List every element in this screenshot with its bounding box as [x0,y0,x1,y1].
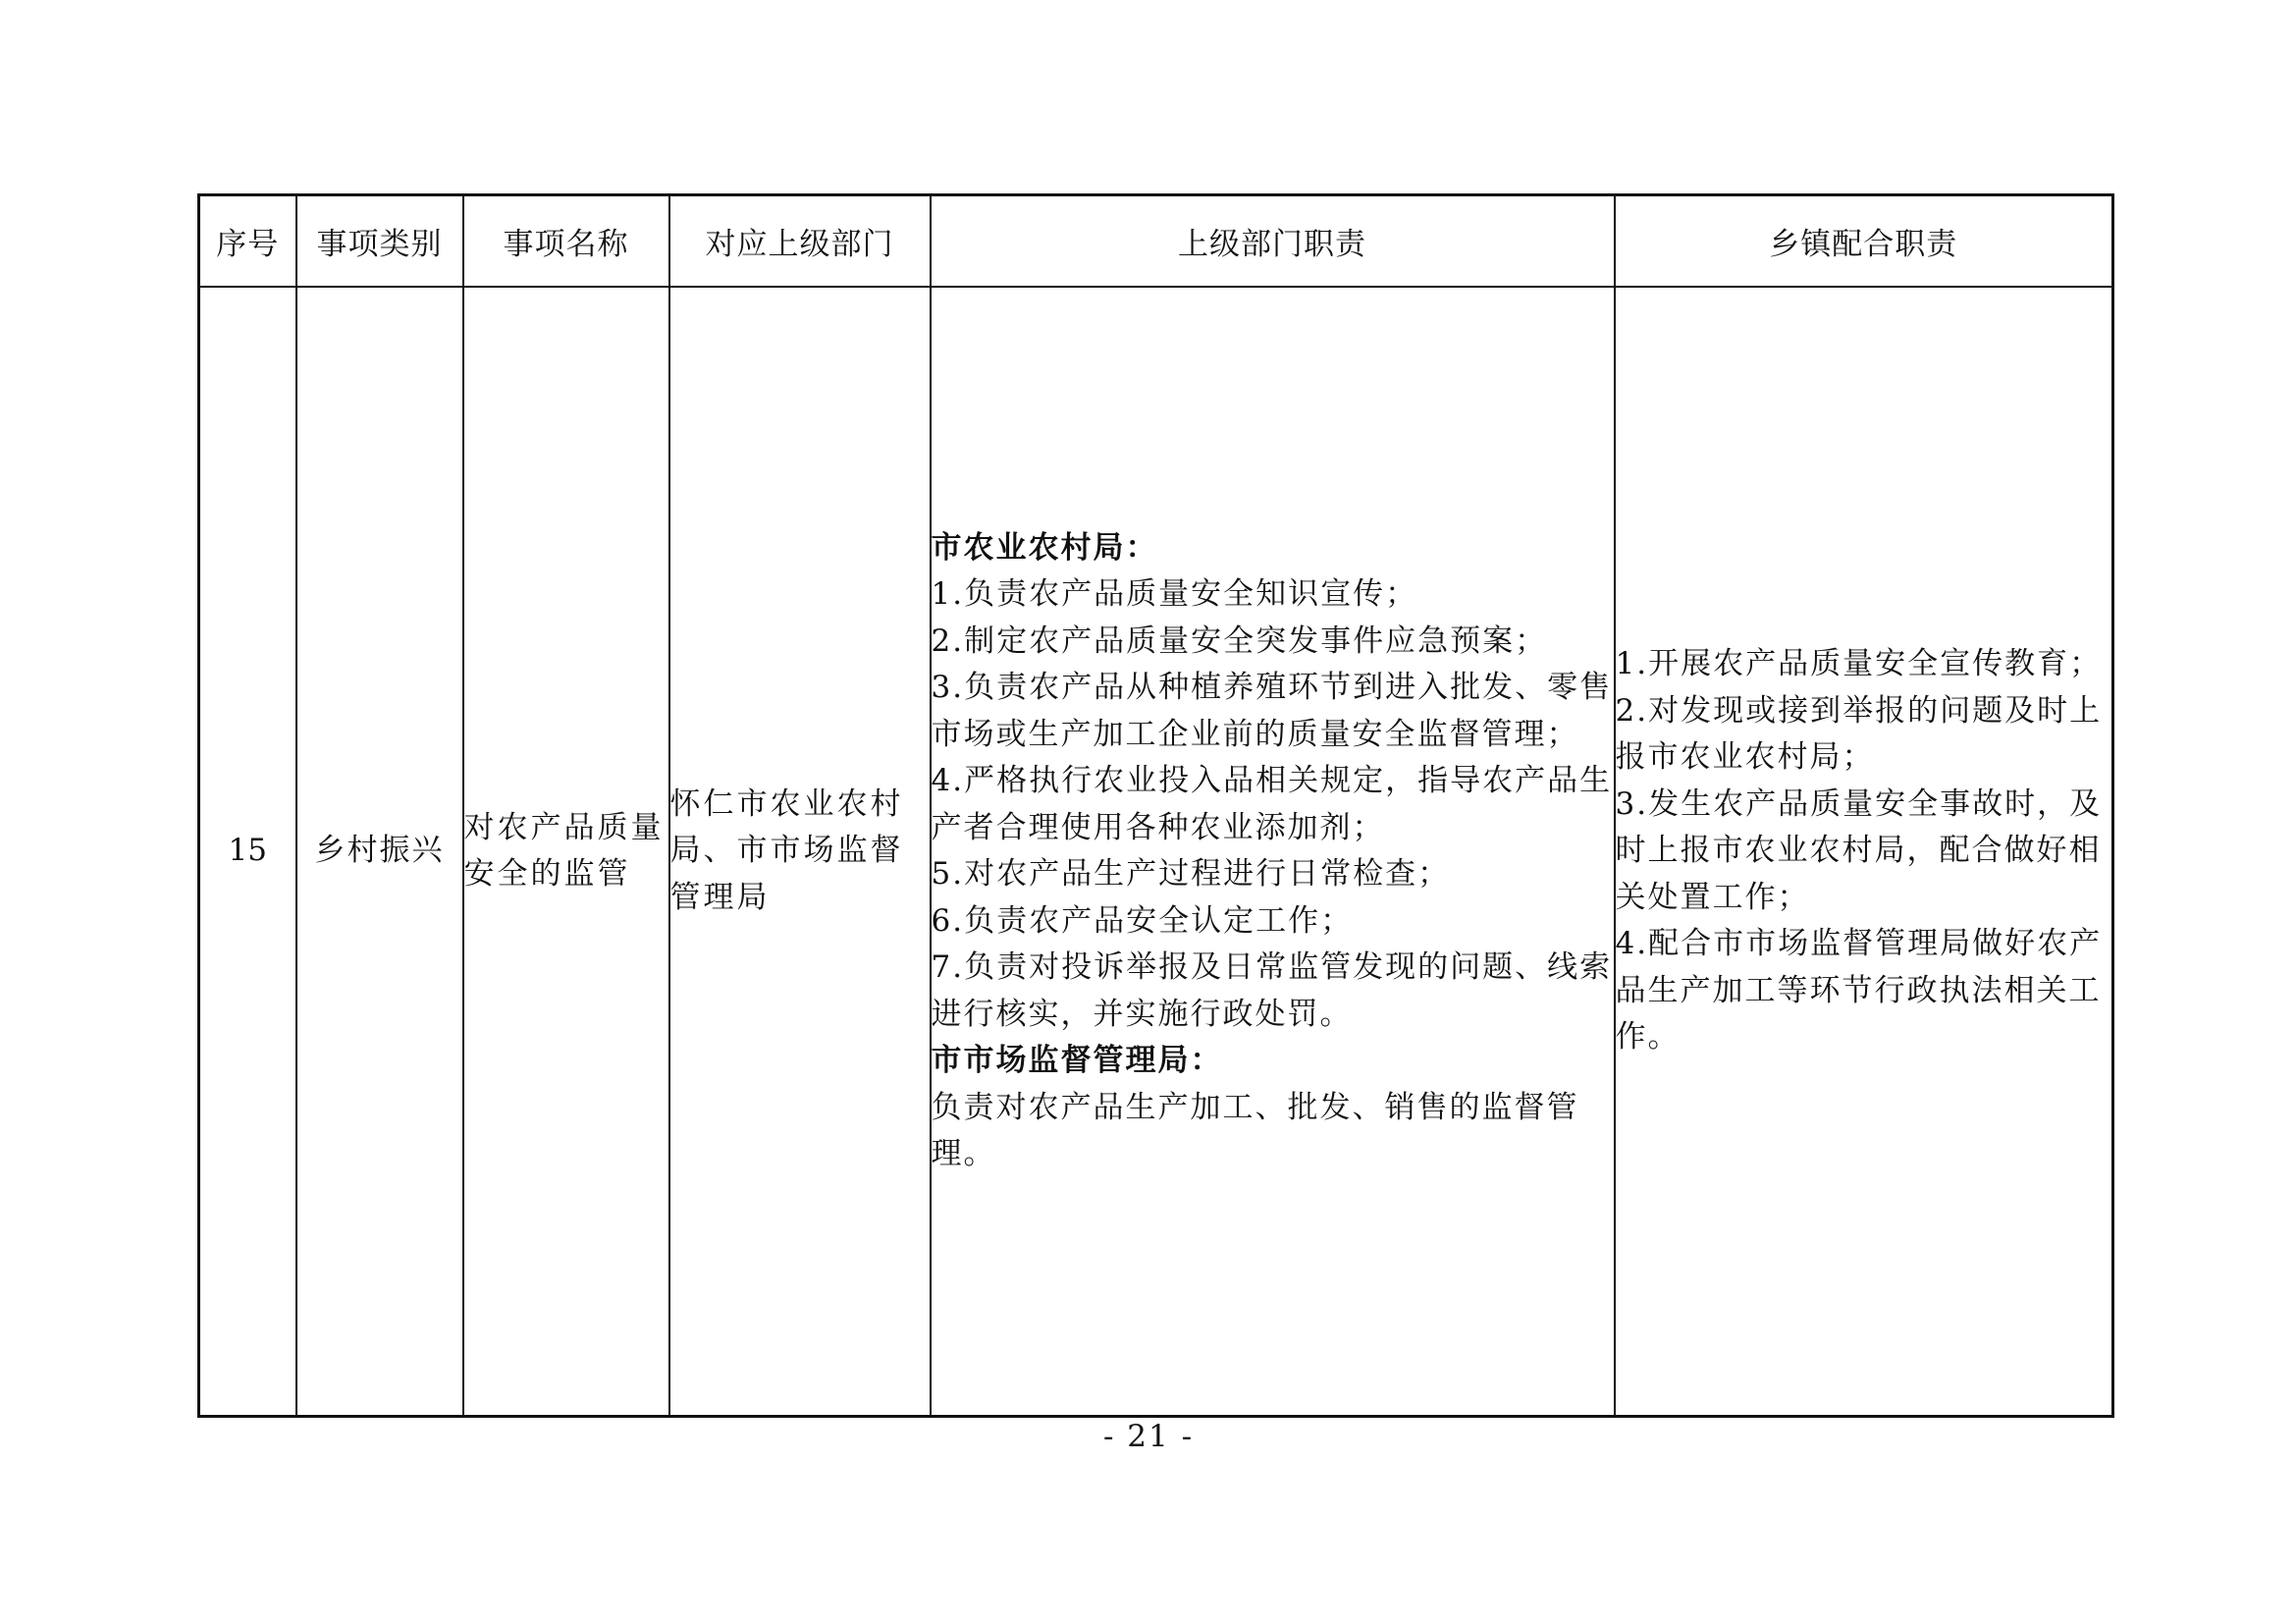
town-duty-item: 3.发生农产品质量安全事故时，及时上报市农业农村局，配合做好相关处置工作； [1615,785,2103,915]
town-duty-item: 4.配合市市场监督管理局做好农产品生产加工等环节行政执法相关工作。 [1615,926,2103,1056]
header-superior-dept: 对应上级部门 [669,195,931,288]
cell-category: 乡村振兴 [296,287,463,1417]
cell-item-name: 对农产品质量安全的监管 [463,287,669,1417]
header-seq: 序号 [199,195,296,288]
cell-superior-duty [931,287,1615,1417]
duty-item: 3.负责农产品从种植养殖环节到进入批发、零售市场或生产加工企业前的质量安全监督管理； [931,670,1613,752]
duty-item: 4.严格执行农业投入品相关规定，指导农产品生产者合理使用各种农业添加剂； [931,763,1613,845]
cell-town-duty [1615,287,2113,1417]
table-row [199,287,2113,1417]
responsibility-table [197,193,2114,1418]
duty-dept-agriculture: 市农业农村局： [931,529,1158,566]
town-duty-item: 2.对发现或接到举报的问题及时上报市农业农村局； [1615,692,2103,776]
header-item-name: 事项名称 [463,195,669,288]
duty-item: 7.负责对投诉举报及日常监管发现的问题、线索进行核实，并实施行政处罚。 [931,949,1613,1032]
page-number: - 21 - [1102,1419,1195,1454]
table-header-row [199,195,2113,288]
header-category: 事项类别 [296,195,463,288]
duty-dept-market: 市市场监督管理局： [931,1043,1223,1078]
duty-item: 2.制定农产品质量安全突发事件应急预案； [931,623,1548,659]
cell-seq: 15 [199,287,296,1417]
town-duty-item: 1.开展农产品质量安全宣传教育； [1615,646,2103,682]
header-superior-duty: 上级部门职责 [931,195,1615,288]
duty-item: 5.对农产品生产过程进行日常检查； [931,856,1451,892]
duty-item: 6.负责农产品安全认定工作； [931,902,1354,939]
header-town-duty: 乡镇配合职责 [1615,195,2113,288]
duty-item: 负责对农产品生产加工、批发、销售的监督管理。 [931,1089,1579,1171]
cell-superior-dept: 怀仁市农业农村局、市市场监督管理局 [669,287,931,1417]
duty-item: 1.负责农产品质量安全知识宣传； [931,576,1418,612]
